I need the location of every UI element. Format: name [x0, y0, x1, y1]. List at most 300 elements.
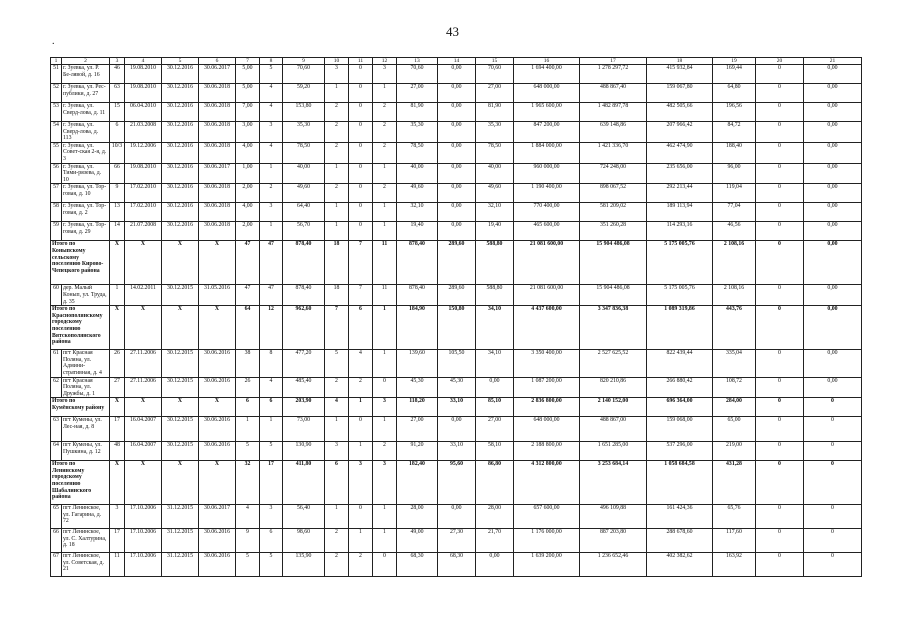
- col-house-no-cell: 27: [110, 377, 125, 398]
- column-header-6: 6: [199, 58, 236, 65]
- table-row: [51, 65, 862, 84]
- col-house-no-cell: X: [110, 306, 125, 350]
- col-number-cell: 63: [51, 417, 62, 442]
- col-cost-extra-cell: 0: [756, 122, 804, 143]
- col-house-no-cell: 9: [110, 184, 125, 203]
- col-date-resettle-cell: X: [199, 306, 236, 350]
- col-cost-local-cell: 163,92: [713, 553, 756, 577]
- col-cost-fund-cell: 887 203,80: [580, 529, 647, 553]
- col-area-resettle-cell: 28,00: [397, 505, 438, 529]
- col-rooms-total-cell: 2: [325, 103, 349, 122]
- col-persons-total-cell: 32: [236, 461, 260, 505]
- col-area-private-cell: 105,50: [438, 350, 476, 377]
- column-header-12: 12: [373, 58, 397, 65]
- col-cost-other-cell: 0: [804, 461, 862, 505]
- col-rooms-municipal-cell: 1: [373, 306, 397, 350]
- col-area-resettle-cell: 49,00: [397, 529, 438, 553]
- col-date-planned-end-cell: 30.12.2016: [162, 142, 199, 163]
- col-house-no-cell: 15: [110, 103, 125, 122]
- column-header-11: 11: [349, 58, 373, 65]
- table-row: [51, 285, 862, 306]
- col-area-municipal-cell: 85,10: [476, 398, 514, 417]
- col-area-total-cell: 35,30: [283, 122, 325, 143]
- col-address-cell: г. Зуевка, ул. Сверд-лова, д. 113: [62, 122, 110, 143]
- col-area-resettle-cell: 70,60: [397, 65, 438, 84]
- col-date-planned-end-cell: 30.12.2016: [162, 203, 199, 222]
- col-cost-total-cell: 1 965 600,00: [514, 103, 580, 122]
- col-persons-resettle-cell: 47: [260, 285, 283, 306]
- col-cost-extra-cell: 0: [756, 184, 804, 203]
- col-house-no-cell: 10/3: [110, 142, 125, 163]
- col-cost-extra-cell: 0: [756, 65, 804, 84]
- col-area-private-cell: 27,30: [438, 529, 476, 553]
- col-date-resettle-cell: 31.05.2016: [199, 285, 236, 306]
- col-date-recognized-cell: 19.12.2006: [125, 142, 162, 163]
- page-mark: .: [52, 36, 55, 47]
- col-area-private-cell: 0,00: [438, 84, 476, 103]
- col-cost-region-cell: 161 424,36: [647, 505, 713, 529]
- col-rooms-total-cell: 5: [325, 350, 349, 377]
- col-number-cell: 51: [51, 65, 62, 84]
- col-date-resettle-cell: 30.06.2016: [199, 417, 236, 442]
- col-persons-resettle-cell: 4: [260, 377, 283, 398]
- col-address-cell: г. Зуевка, ул. Сверд-лова, д. 11: [62, 103, 110, 122]
- col-cost-local-cell: 108,72: [713, 377, 756, 398]
- col-rooms-private-cell: 1: [349, 442, 373, 461]
- col-rooms-private-cell: 0: [349, 505, 373, 529]
- col-persons-resettle-cell: 6: [260, 398, 283, 417]
- col-cost-local-cell: 2 108,16: [713, 285, 756, 306]
- col-cost-region-cell: 402 382,62: [647, 553, 713, 577]
- col-date-planned-end-cell: 31.12.2015: [162, 505, 199, 529]
- col-cost-total-cell: 1 694 400,00: [514, 65, 580, 84]
- col-persons-total-cell: 64: [236, 306, 260, 350]
- col-rooms-municipal-cell: 3: [373, 461, 397, 505]
- column-header-4: 4: [125, 58, 162, 65]
- col-cost-other-cell: 0: [804, 553, 862, 577]
- col-persons-resettle-cell: 5: [260, 553, 283, 577]
- col-rooms-private-cell: 0: [349, 84, 373, 103]
- col-cost-other-cell: 0,00: [804, 184, 862, 203]
- col-persons-total-cell: 1,00: [236, 163, 260, 184]
- col-rooms-total-cell: 7: [325, 306, 349, 350]
- col-rooms-private-cell: 1: [349, 529, 373, 553]
- col-cost-total-cell: 465 600,00: [514, 222, 580, 241]
- col-cost-region-cell: 696 364,00: [647, 398, 713, 417]
- col-rooms-private-cell: 2: [349, 377, 373, 398]
- col-rooms-total-cell: 1: [325, 222, 349, 241]
- col-cost-local-cell: 2 108,16: [713, 241, 756, 285]
- col-cost-extra-cell: 0: [756, 163, 804, 184]
- col-area-total-cell: 56,70: [283, 222, 325, 241]
- col-area-private-cell: 95,60: [438, 461, 476, 505]
- col-cost-fund-cell: 820 210,86: [580, 377, 647, 398]
- col-date-recognized-cell: 17.02.2010: [125, 184, 162, 203]
- col-house-no-cell: X: [110, 398, 125, 417]
- col-date-recognized-cell: X: [125, 398, 162, 417]
- col-area-resettle-cell: 27,00: [397, 417, 438, 442]
- col-cost-fund-cell: 496 109,88: [580, 505, 647, 529]
- table-row: [51, 84, 862, 103]
- col-area-municipal-cell: 32,10: [476, 203, 514, 222]
- col-house-no-cell: 63: [110, 84, 125, 103]
- col-persons-resettle-cell: 5: [260, 442, 283, 461]
- table-row: [51, 103, 862, 122]
- col-cost-other-cell: 0: [804, 398, 862, 417]
- col-cost-local-cell: 335,04: [713, 350, 756, 377]
- col-persons-total-cell: 5: [236, 442, 260, 461]
- col-rooms-total-cell: 1: [325, 163, 349, 184]
- col-rooms-municipal-cell: 2: [373, 142, 397, 163]
- col-cost-other-cell: 0,00: [804, 203, 862, 222]
- column-header-20: 20: [756, 58, 804, 65]
- col-rooms-total-cell: 1: [325, 417, 349, 442]
- subtotal-label: Итого по Ленинскому городскому поселению Шабалинского района: [51, 461, 110, 505]
- col-area-municipal-cell: 27,00: [476, 417, 514, 442]
- col-date-resettle-cell: 30.06.2016: [199, 442, 236, 461]
- col-area-private-cell: 0,00: [438, 65, 476, 84]
- col-house-no-cell: 17: [110, 529, 125, 553]
- col-area-total-cell: 70,60: [283, 65, 325, 84]
- col-cost-region-cell: 5 175 005,76: [647, 285, 713, 306]
- col-cost-fund-cell: 3 347 836,38: [580, 306, 647, 350]
- col-date-resettle-cell: 30.06.2016: [199, 529, 236, 553]
- col-house-no-cell: 26: [110, 350, 125, 377]
- col-area-private-cell: 33,10: [438, 442, 476, 461]
- col-rooms-private-cell: 7: [349, 285, 373, 306]
- subtotal-row: [51, 398, 862, 417]
- col-address-cell: пгт Кумены, ул. Лес-ная, д. 8: [62, 417, 110, 442]
- col-area-total-cell: 411,80: [283, 461, 325, 505]
- col-cost-region-cell: 288 678,60: [647, 529, 713, 553]
- col-persons-resettle-cell: 12: [260, 306, 283, 350]
- col-persons-total-cell: 47: [236, 241, 260, 285]
- col-house-no-cell: 3: [110, 505, 125, 529]
- col-cost-total-cell: 2 836 800,00: [514, 398, 580, 417]
- col-area-resettle-cell: 45,30: [397, 377, 438, 398]
- col-cost-region-cell: 482 505,66: [647, 103, 713, 122]
- col-rooms-total-cell: 18: [325, 241, 349, 285]
- col-number-cell: 65: [51, 505, 62, 529]
- col-cost-extra-cell: 0: [756, 84, 804, 103]
- col-area-total-cell: 135,90: [283, 553, 325, 577]
- table-row: [51, 529, 862, 553]
- col-cost-other-cell: 0,00: [804, 163, 862, 184]
- col-rooms-municipal-cell: 1: [373, 417, 397, 442]
- col-area-private-cell: 150,80: [438, 306, 476, 350]
- col-persons-total-cell: 2,00: [236, 222, 260, 241]
- col-date-recognized-cell: 16.04.2007: [125, 442, 162, 461]
- col-area-municipal-cell: 34,10: [476, 306, 514, 350]
- col-number-cell: 62: [51, 377, 62, 398]
- col-rooms-private-cell: 6: [349, 306, 373, 350]
- col-persons-resettle-cell: 3: [260, 505, 283, 529]
- col-area-municipal-cell: 40,00: [476, 163, 514, 184]
- col-cost-region-cell: 159 068,00: [647, 417, 713, 442]
- col-cost-total-cell: 960 000,00: [514, 163, 580, 184]
- col-area-total-cell: 49,60: [283, 184, 325, 203]
- col-cost-extra-cell: 0: [756, 241, 804, 285]
- col-cost-extra-cell: 0: [756, 529, 804, 553]
- col-date-recognized-cell: 21.07.2008: [125, 222, 162, 241]
- col-date-resettle-cell: 30.06.2016: [199, 553, 236, 577]
- col-persons-resettle-cell: 47: [260, 241, 283, 285]
- col-cost-fund-cell: 898 067,52: [580, 184, 647, 203]
- col-cost-region-cell: 462 474,90: [647, 142, 713, 163]
- col-rooms-private-cell: 4: [349, 350, 373, 377]
- column-number-row: [51, 58, 862, 65]
- col-area-total-cell: 130,90: [283, 442, 325, 461]
- col-number-cell: 61: [51, 350, 62, 377]
- col-area-municipal-cell: 0,00: [476, 553, 514, 577]
- col-rooms-municipal-cell: 2: [373, 442, 397, 461]
- col-house-no-cell: 13: [110, 203, 125, 222]
- column-header-15: 15: [476, 58, 514, 65]
- col-cost-region-cell: 189 113,94: [647, 203, 713, 222]
- column-header-13: 13: [397, 58, 438, 65]
- col-cost-local-cell: 96,00: [713, 163, 756, 184]
- col-rooms-municipal-cell: 1: [373, 505, 397, 529]
- col-area-total-cell: 485,40: [283, 377, 325, 398]
- col-rooms-municipal-cell: 1: [373, 163, 397, 184]
- col-address-cell: г. Зуевка, ул. Тор-говая, д. 29: [62, 222, 110, 241]
- col-cost-region-cell: 1 058 684,58: [647, 461, 713, 505]
- col-rooms-private-cell: 0: [349, 122, 373, 143]
- col-cost-fund-cell: 1 421 336,70: [580, 142, 647, 163]
- col-rooms-municipal-cell: 11: [373, 241, 397, 285]
- col-area-private-cell: 0,00: [438, 122, 476, 143]
- col-area-total-cell: 153,80: [283, 103, 325, 122]
- col-area-resettle-cell: 27,00: [397, 84, 438, 103]
- col-area-private-cell: 0,00: [438, 505, 476, 529]
- col-rooms-municipal-cell: 0: [373, 553, 397, 577]
- table-row: [51, 163, 862, 184]
- col-cost-other-cell: 0: [804, 417, 862, 442]
- col-persons-resettle-cell: 3: [260, 203, 283, 222]
- col-rooms-private-cell: 0: [349, 103, 373, 122]
- col-area-municipal-cell: 70,60: [476, 65, 514, 84]
- col-persons-resettle-cell: 17: [260, 461, 283, 505]
- col-persons-total-cell: 4,00: [236, 142, 260, 163]
- col-persons-total-cell: 5,00: [236, 65, 260, 84]
- col-rooms-municipal-cell: 2: [373, 122, 397, 143]
- col-area-resettle-cell: 878,40: [397, 241, 438, 285]
- column-header-5: 5: [162, 58, 199, 65]
- col-area-total-cell: 56,40: [283, 505, 325, 529]
- col-number-cell: 55: [51, 142, 62, 163]
- col-cost-fund-cell: 15 904 486,08: [580, 285, 647, 306]
- col-number-cell: 60: [51, 285, 62, 306]
- col-area-total-cell: 878,40: [283, 285, 325, 306]
- col-area-municipal-cell: 0,00: [476, 377, 514, 398]
- col-rooms-total-cell: 3: [325, 65, 349, 84]
- col-area-resettle-cell: 19,40: [397, 222, 438, 241]
- col-cost-other-cell: 0,00: [804, 122, 862, 143]
- col-area-total-cell: 73,00: [283, 417, 325, 442]
- col-cost-fund-cell: 1 651 285,00: [580, 442, 647, 461]
- column-header-10: 10: [325, 58, 349, 65]
- col-cost-region-cell: 1 089 319,86: [647, 306, 713, 350]
- col-cost-extra-cell: 0: [756, 350, 804, 377]
- column-header-14: 14: [438, 58, 476, 65]
- col-area-private-cell: 289,60: [438, 285, 476, 306]
- col-cost-extra-cell: 0: [756, 222, 804, 241]
- col-date-resettle-cell: 30.06.2017: [199, 505, 236, 529]
- col-date-planned-end-cell: 30.12.2016: [162, 122, 199, 143]
- col-address-cell: пгт Ленинское, ул. С. Халтурина, д. 18: [62, 529, 110, 553]
- col-house-no-cell: 1: [110, 285, 125, 306]
- table-row: [51, 442, 862, 461]
- subtotal-row: [51, 461, 862, 505]
- col-number-cell: 53: [51, 103, 62, 122]
- col-house-no-cell: 46: [110, 65, 125, 84]
- col-cost-fund-cell: 639 148,86: [580, 122, 647, 143]
- col-area-total-cell: 878,40: [283, 241, 325, 285]
- col-persons-total-cell: 9: [236, 529, 260, 553]
- col-area-municipal-cell: 86,80: [476, 461, 514, 505]
- col-persons-resettle-cell: 2: [260, 184, 283, 203]
- col-persons-resettle-cell: 4: [260, 142, 283, 163]
- col-cost-region-cell: 159 067,80: [647, 84, 713, 103]
- col-cost-other-cell: 0,00: [804, 65, 862, 84]
- col-cost-extra-cell: 0: [756, 285, 804, 306]
- col-cost-region-cell: 415 932,84: [647, 65, 713, 84]
- col-date-resettle-cell: 30.06.2018: [199, 142, 236, 163]
- table-row: [51, 350, 862, 377]
- col-area-private-cell: 0,00: [438, 417, 476, 442]
- col-persons-resettle-cell: 1: [260, 163, 283, 184]
- col-rooms-municipal-cell: 3: [373, 65, 397, 84]
- col-cost-extra-cell: 0: [756, 553, 804, 577]
- col-area-municipal-cell: 588,80: [476, 241, 514, 285]
- col-cost-extra-cell: 0: [756, 461, 804, 505]
- table-row: [51, 377, 862, 398]
- col-rooms-total-cell: 18: [325, 285, 349, 306]
- col-rooms-total-cell: 2: [325, 553, 349, 577]
- col-cost-other-cell: 0: [804, 505, 862, 529]
- table-row: [51, 122, 862, 143]
- col-persons-resettle-cell: 4: [260, 103, 283, 122]
- col-number-cell: 52: [51, 84, 62, 103]
- col-date-resettle-cell: 30.06.2018: [199, 203, 236, 222]
- col-area-resettle-cell: 68,30: [397, 553, 438, 577]
- col-cost-extra-cell: 0: [756, 142, 804, 163]
- col-rooms-municipal-cell: 3: [373, 398, 397, 417]
- col-area-municipal-cell: 21,70: [476, 529, 514, 553]
- col-rooms-private-cell: 0: [349, 163, 373, 184]
- col-area-private-cell: 0,00: [438, 222, 476, 241]
- col-persons-resettle-cell: 3: [260, 122, 283, 143]
- table-row: [51, 417, 862, 442]
- col-rooms-total-cell: 4: [325, 398, 349, 417]
- col-area-municipal-cell: 81,90: [476, 103, 514, 122]
- col-date-resettle-cell: 30.06.2018: [199, 122, 236, 143]
- col-rooms-private-cell: 0: [349, 184, 373, 203]
- col-rooms-private-cell: 7: [349, 241, 373, 285]
- col-number-cell: 54: [51, 122, 62, 143]
- col-date-recognized-cell: 16.04.2007: [125, 417, 162, 442]
- col-cost-local-cell: 443,76: [713, 306, 756, 350]
- col-date-planned-end-cell: X: [162, 241, 199, 285]
- col-cost-total-cell: 1 884 000,00: [514, 142, 580, 163]
- col-house-no-cell: 66: [110, 163, 125, 184]
- col-rooms-total-cell: 2: [325, 122, 349, 143]
- col-rooms-private-cell: 0: [349, 203, 373, 222]
- col-date-planned-end-cell: 30.12.2016: [162, 103, 199, 122]
- col-date-recognized-cell: X: [125, 241, 162, 285]
- col-date-planned-end-cell: X: [162, 461, 199, 505]
- col-cost-region-cell: 114 293,16: [647, 222, 713, 241]
- col-persons-resettle-cell: 6: [260, 529, 283, 553]
- col-rooms-municipal-cell: 2: [373, 184, 397, 203]
- col-cost-fund-cell: 2 140 152,00: [580, 398, 647, 417]
- col-date-recognized-cell: 17.02.2010: [125, 203, 162, 222]
- col-cost-local-cell: 64,80: [713, 84, 756, 103]
- col-date-planned-end-cell: 30.12.2015: [162, 350, 199, 377]
- col-area-resettle-cell: 49,60: [397, 184, 438, 203]
- col-cost-region-cell: 822 439,44: [647, 350, 713, 377]
- col-date-recognized-cell: 19.08.2010: [125, 65, 162, 84]
- col-persons-resettle-cell: 1: [260, 417, 283, 442]
- col-persons-resettle-cell: 1: [260, 222, 283, 241]
- col-date-recognized-cell: 14.02.2011: [125, 285, 162, 306]
- col-cost-region-cell: 235 656,00: [647, 163, 713, 184]
- col-cost-extra-cell: 0: [756, 377, 804, 398]
- col-cost-fund-cell: 724 248,00: [580, 163, 647, 184]
- col-cost-extra-cell: 0: [756, 398, 804, 417]
- col-area-resettle-cell: 878,40: [397, 285, 438, 306]
- page-number: 43: [446, 24, 459, 39]
- col-address-cell: пгт Ленинское, ул. Советская, д. 21: [62, 553, 110, 577]
- col-rooms-private-cell: 0: [349, 222, 373, 241]
- col-address-cell: пгт Ленинское, ул. Гагарина, д. 72: [62, 505, 110, 529]
- col-cost-other-cell: 0,00: [804, 84, 862, 103]
- col-date-recognized-cell: 19.08.2010: [125, 163, 162, 184]
- col-cost-total-cell: 657 600,00: [514, 505, 580, 529]
- col-rooms-private-cell: 0: [349, 65, 373, 84]
- col-cost-local-cell: 169,44: [713, 65, 756, 84]
- col-cost-extra-cell: 0: [756, 505, 804, 529]
- col-date-resettle-cell: 30.06.2016: [199, 377, 236, 398]
- column-header-3: 3: [110, 58, 125, 65]
- col-address-cell: г. Зуевка, ул. Рес-публики, д. 27: [62, 84, 110, 103]
- col-area-total-cell: 477,20: [283, 350, 325, 377]
- col-date-resettle-cell: 30.06.2018: [199, 184, 236, 203]
- col-cost-region-cell: 207 966,42: [647, 122, 713, 143]
- col-cost-total-cell: 1 639 200,00: [514, 553, 580, 577]
- column-header-8: 8: [260, 58, 283, 65]
- col-date-planned-end-cell: 31.12.2015: [162, 529, 199, 553]
- col-date-recognized-cell: 19.08.2010: [125, 84, 162, 103]
- col-persons-resettle-cell: 8: [260, 350, 283, 377]
- col-date-planned-end-cell: 30.12.2016: [162, 163, 199, 184]
- col-persons-total-cell: 5,00: [236, 84, 260, 103]
- col-address-cell: г. Зуевка, ул. Тор-говая, д. 2: [62, 203, 110, 222]
- col-area-municipal-cell: 19,40: [476, 222, 514, 241]
- col-date-recognized-cell: 27.11.2006: [125, 377, 162, 398]
- col-number-cell: 59: [51, 222, 62, 241]
- housing-registry-table: [50, 57, 862, 577]
- col-persons-total-cell: 3,00: [236, 122, 260, 143]
- col-cost-local-cell: 284,00: [713, 398, 756, 417]
- col-rooms-municipal-cell: 1: [373, 222, 397, 241]
- col-date-recognized-cell: X: [125, 461, 162, 505]
- col-cost-other-cell: 0,00: [804, 222, 862, 241]
- col-area-municipal-cell: 27,00: [476, 84, 514, 103]
- col-cost-local-cell: 117,60: [713, 529, 756, 553]
- col-area-resettle-cell: 118,20: [397, 398, 438, 417]
- col-number-cell: 56: [51, 163, 62, 184]
